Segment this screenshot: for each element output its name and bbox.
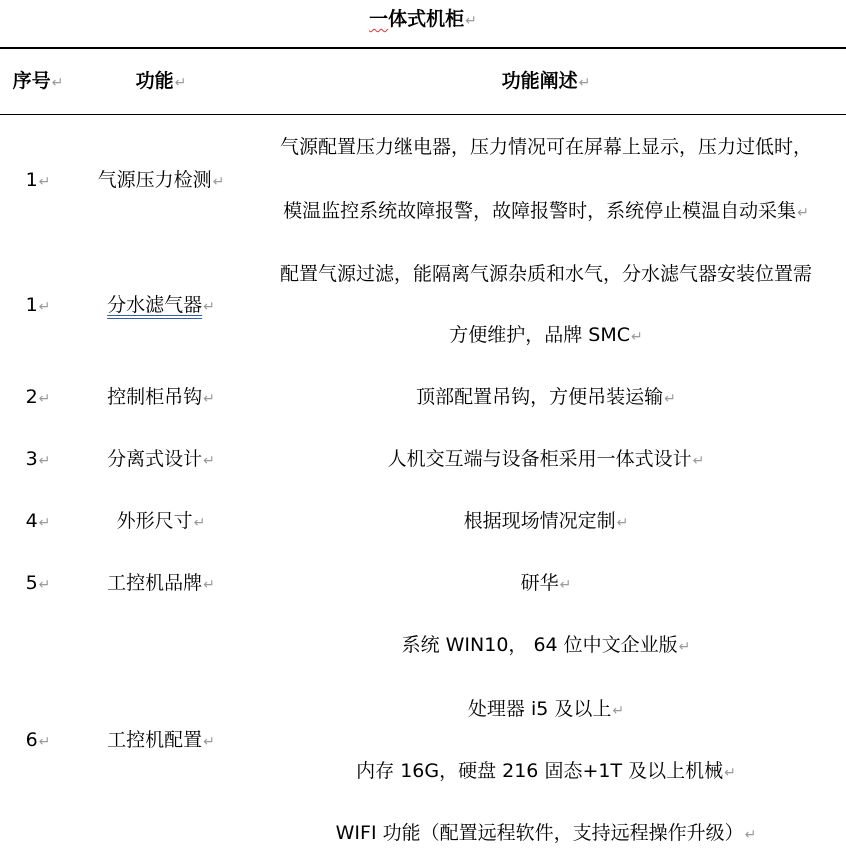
row-2-description-line-2 [246,320,846,352]
row-2-function [76,290,246,322]
row-5-description-line-1 [246,506,846,538]
table-header-border [0,114,846,115]
row-5-function [76,506,246,538]
paragraph-mark-icon: ↵ [612,703,625,719]
paragraph-mark-icon: ↵ [38,577,51,593]
row-no-text: 1 [25,169,38,191]
header-description [246,66,846,96]
row-1-description-line-2 [246,196,846,228]
paragraph-mark-icon: ↵ [38,299,51,315]
row-7-no [0,725,76,757]
row-description-text: 研华 [520,572,559,594]
paragraph-mark-icon: ↵ [38,453,51,469]
paragraph-mark-icon: ↵ [631,329,643,345]
row-description-text: 方便维护，品牌 SMC [449,324,631,346]
row-description-text: 处理器 i5 及以上 [467,698,612,720]
row-3-no [0,382,76,414]
paragraph-mark-icon: ↵ [38,174,51,190]
paragraph-mark-icon: ↵ [203,391,215,407]
paragraph-mark-icon: ↵ [578,75,591,91]
header-no [0,66,76,96]
row-function-text: 控制柜吊钩 [107,386,203,408]
paragraph-mark-icon: ↵ [664,391,676,407]
paragraph-mark-icon: ↵ [724,765,736,781]
row-7-description-line-3 [246,756,846,788]
paragraph-mark-icon: ↵ [51,75,64,91]
row-function-text: 分离式设计 [107,448,203,470]
paragraph-mark-icon: ↵ [38,515,51,531]
row-description-text: 气源配置压力继电器，压力情况可在屏幕上显示，压力过低时， [279,136,812,158]
row-4-function [76,444,246,476]
paragraph-mark-icon: ↵ [692,453,705,469]
row-4-no [0,444,76,476]
paragraph-mark-icon: ↵ [678,639,691,655]
paragraph-mark-icon: ↵ [744,827,757,843]
row-function-text: 工控机品牌 [107,572,203,594]
row-6-no [0,568,76,600]
paragraph-mark-icon: ↵ [465,13,477,29]
row-7-description-line-4 [246,818,846,850]
document-title-first-char: 一 [369,8,389,30]
header-no-label: 序号 [12,70,51,92]
table-top-border [0,47,846,49]
row-7-function [76,725,246,757]
paragraph-mark-icon: ↵ [203,453,215,469]
row-3-function [76,382,246,414]
paragraph-mark-icon: ↵ [203,734,215,750]
paragraph-mark-icon: ↵ [203,299,215,315]
row-description-text: 模温监控系统故障报警，故障报警时，系统停止模温自动采集 [283,200,797,222]
row-5-no [0,506,76,538]
row-function-text: 气源压力检测 [97,169,212,191]
row-4-description-line-1 [246,444,846,476]
row-2-description-line-1 [246,259,846,289]
document-title [0,6,846,32]
paragraph-mark-icon: ↵ [193,515,206,531]
row-no-text: 2 [25,386,38,408]
row-function-text: 外形尺寸 [116,510,193,532]
row-2-no [0,290,76,322]
row-3-description-line-1 [246,382,846,414]
paragraph-mark-icon: ↵ [616,515,629,531]
row-description-text: WIFI 功能（配置远程软件，支持远程操作升级） [335,822,744,844]
paragraph-mark-icon: ↵ [203,577,215,593]
paragraph-mark-icon: ↵ [559,577,572,593]
paragraph-mark-icon: ↵ [797,205,809,221]
row-no-text: 1 [25,294,38,316]
row-1-function [76,165,246,197]
row-no-text: 5 [25,572,38,594]
row-description-text: 人机交互端与设备柜采用一体式设计 [387,448,692,470]
row-1-description-line-1 [246,132,846,162]
row-description-text: 配置气源过滤，能隔离气源杂质和水气，分水滤气器安装位置需 [279,263,812,285]
row-no-text: 4 [25,510,38,532]
row-no-text: 6 [25,729,38,751]
row-no-text: 3 [25,448,38,470]
row-description-text: 系统 WIN10， 64 位中文企业版 [401,634,678,656]
paragraph-mark-icon: ↵ [174,75,187,91]
row-6-description-line-1 [246,568,846,600]
document-title-rest: 体式机柜 [388,8,465,30]
paragraph-mark-icon: ↵ [38,734,51,750]
row-function-text: 工控机配置 [107,729,203,751]
header-description-label: 功能阐述 [501,70,578,92]
row-description-text: 内存 16G，硬盘 216 固态+1T 及以上机械 [356,760,724,782]
row-function-text: 分水滤气器 [107,294,203,316]
row-7-description-line-2 [246,694,846,726]
header-function-label: 功能 [135,70,174,92]
row-6-function [76,568,246,600]
row-1-no [0,165,76,197]
row-description-text: 顶部配置吊钩，方便吊装运输 [416,386,664,408]
header-function [76,66,246,96]
row-7-description-line-1 [246,630,846,662]
paragraph-mark-icon: ↵ [212,174,225,190]
row-description-text: 根据现场情况定制 [463,510,616,532]
paragraph-mark-icon: ↵ [38,391,51,407]
